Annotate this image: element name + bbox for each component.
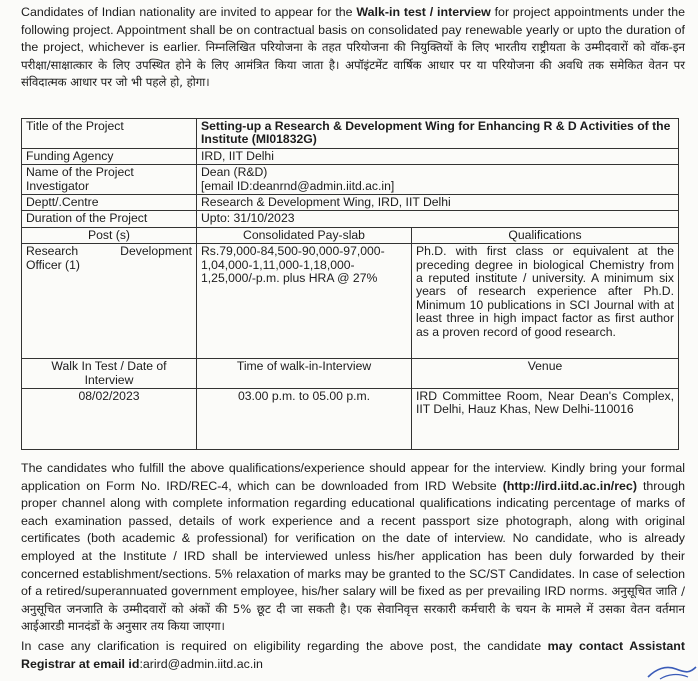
duration-label: Duration of the Project <box>22 211 197 227</box>
project-details-table <box>21 118 679 450</box>
instructions-text-2: through proper channel along with complete information regarding educational qualifications indicating percentage of marks of each examination passed, details of work experience and a recent passport size photograph, along with original certificates (both academic & professional) for verification on the date of interview. No candidate, who is already employed at the Institute / IRD shall be interviewed unless his/her application has been duly forwarded by their concerned establishment/sections. 5% relaxation of marks may be granted to the SC/ST Candidates. In case of selection of a retired/superannuated government employee, his/her salary will be fixed as per prevailing IRD norms. <box>21 478 685 599</box>
intro-hindi-text: निम्नलिखित परियोजना के तहत परियोजना की नियुक्तियों के लिए भारतीय राष्ट्रीयता के उम्मीदवारों को वॉक-इन परीक्षा/साक्षात्कार के लिए उपस्थित होने के लिए आमंत्रित किया जाता है। अपॉइंटमेंट वार्षिक आधार पर या परियोजना की अवधि तक समेकित वेतन पर संविदात्मक आधार पर जो भी पहले हो, होगा। <box>21 40 685 90</box>
post-name: Research Development Officer (1) <box>22 244 197 359</box>
walk-in-highlight: Walk-in test / interview <box>356 5 491 19</box>
project-title-row <box>22 119 679 149</box>
project-title-label: Title of the Project <box>22 119 197 149</box>
investigator-email: [email ID:deanrnd@admin.iitd.ac.in] <box>201 178 395 193</box>
instructions-paragraph <box>21 460 685 636</box>
pay-slab: Rs.79,000-84,500-90,000-97,000-1,04,000-1,11,000-1,18,000-1,25,000/-p.m. plus HRA @ 27% <box>197 244 412 359</box>
intro-text-1: Candidates of Indian nationality are invited to appear for the <box>21 5 357 19</box>
walkin-time: 03.00 p.m. to 05.00 p.m. <box>197 389 412 450</box>
pay-header: Consolidated Pay-slab <box>197 227 412 243</box>
dept-label: Deptt/.Centre <box>22 195 197 211</box>
walkin-row <box>22 389 679 450</box>
intro-text-2: for project appointments under the following project. Appointment shall be on contractual basis on consolidated pay renewable yearly or upto the duration of the project, whichever is earlier. <box>21 5 685 55</box>
funding-label: Funding Agency <box>22 148 197 164</box>
venue-text: IRD Committee Room, Near Dean's Complex, IIT Delhi, Hauz Khas, New Delhi-110016 <box>412 389 679 450</box>
qualification-header: Qualifications <box>412 227 679 243</box>
instructions-text-1: The candidates who fulfill the above qualifications/experience should appear for the interview. Kindly bring your formal application on Form No. IRD/REC-4, which can be downloaded from IRD Website <box>21 461 685 493</box>
walkin-date: 08/02/2023 <box>22 389 197 450</box>
dept-row <box>22 195 679 211</box>
signature-stamp-icon <box>642 659 698 681</box>
contact-text: In case any clarification is required on eligibility regarding the above post, the candidate <box>21 639 548 653</box>
contact-highlight: may contact Assistant Registrar at email id <box>21 639 685 671</box>
funding-value: IRD, IIT Delhi <box>197 148 679 164</box>
duration-value: Upto: 31/10/2023 <box>197 211 679 227</box>
investigator-value <box>197 165 679 195</box>
post-header: Post (s) <box>22 227 197 243</box>
contact-email[interactable]: :arird@admin.iitd.ac.in <box>139 656 263 671</box>
instructions-hindi-text: अनुसूचित जाति / अनुसूचित जनजाति के उम्मीदवारों को अंकों की 5% छूट दी जा सकती है। एक सेवानिवृत्त सरकारी कर्मचारी के चयन के मामले में उसका वेतन वर्तमान आईआरडी मानदंडों के अनुसार तय किया जाएगा। <box>21 584 685 634</box>
project-title-value: Setting-up a Research & Development Wing for Enhancing R & D Activities of the Institute (MI01832G) <box>197 119 679 149</box>
walkin-date-header: Walk In Test / Date of Interview <box>22 359 197 389</box>
investigator-name: Dean (R&D) <box>201 165 268 180</box>
intro-paragraph <box>21 4 685 92</box>
walkin-time-header: Time of walk-in-Interview <box>197 359 412 389</box>
duration-row <box>22 211 679 227</box>
investigator-row <box>22 165 679 195</box>
venue-header: Venue <box>412 359 679 389</box>
post-row <box>22 244 679 359</box>
investigator-label: Name of the Project Investigator <box>22 165 197 195</box>
dept-value: Research & Development Wing, IRD, IIT Delhi <box>197 195 679 211</box>
walkin-header-row <box>22 359 679 389</box>
post-header-row <box>22 227 679 243</box>
funding-row <box>22 148 679 164</box>
contact-paragraph <box>21 638 685 673</box>
qualification-text: Ph.D. with first class or equivalent at the preceding degree in biological Chemistry from a reputed institute / university. A minimum six years of research experience after Ph.D. Minimum 10 publications in SCI Journal with at least three in high impact factor as first author as a proven record of good research. <box>412 244 679 359</box>
ird-website-link[interactable]: (http://ird.iitd.ac.in/rec) <box>502 478 637 493</box>
